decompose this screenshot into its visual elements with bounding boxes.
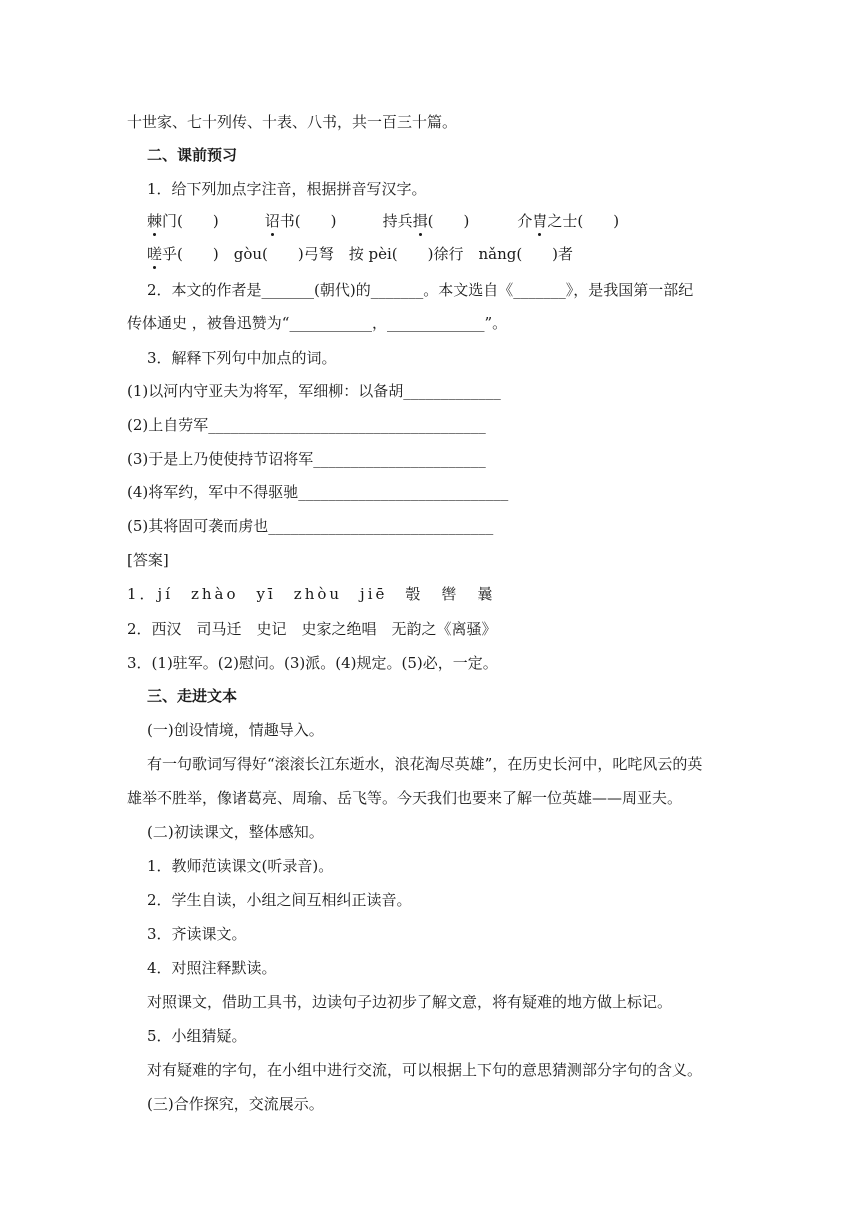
answer-2: 2．西汉 司马迁 史记 史家之绝唱 无韵之《离骚》: [127, 620, 497, 638]
step-1: 1．教师范读课文(听录音)。: [147, 857, 334, 875]
intro-line: 十世家、七十列传、十表、八书，共一百三十篇。: [127, 113, 458, 131]
q1-row2-text: 乎( ) gòu( )弓弩 按 pèi( )徐行 nǎng( )者: [162, 245, 574, 263]
q3-item-4: (4)将军约，军中不得驱驰____________________________: [127, 483, 509, 501]
sub-heading-1: (一)创设情境，情趣导入。: [147, 721, 324, 739]
step-5-note: 对有疑难的字句，在小组中进行交流，可以根据上下句的意思猜测部分字句的含义。: [147, 1061, 703, 1079]
q3-item-1: (1)以河内守亚夫为将军，军细柳：以备胡_____________: [127, 382, 501, 400]
step-3: 3．齐读课文。: [147, 925, 247, 943]
step-5: 5．小组猜疑。: [147, 1027, 247, 1045]
q1-stem: 1．给下列加点字注音，根据拼音写汉字。: [147, 180, 427, 198]
q1-item-zhaoshu: 诏书( ): [264, 212, 337, 230]
step-4-note: 对照课文，借助工具书，边读句子边初步了解文意，将有疑难的地方做上标记。: [147, 993, 673, 1011]
q1-item-jimen: 棘门( ): [147, 212, 219, 230]
dotted-char: 胄: [532, 212, 548, 230]
step-4: 4．对照注释默读。: [147, 959, 277, 977]
q1-row1: [147, 211, 619, 231]
para1-line1: 有一句歌词写得好“滚滚长江东逝水，浪花淘尽英雄”，在历史长河中，叱咤风云的英: [147, 755, 703, 773]
sub-heading-2: (二)初读课文，整体感知。: [147, 823, 324, 841]
answer-label: [答案]: [127, 551, 169, 569]
answer-3: 3．(1)驻军。(2)慰问。(3)派。(4)规定。(5)必，一定。: [127, 654, 498, 672]
q2-line1: 2．本文的作者是_______(朝代)的_______。本文选自《_______》，是我国第一部纪: [147, 281, 694, 299]
q3-item-5: (5)其将固可袭而虏也______________________________: [127, 517, 494, 535]
dotted-char: 揖: [412, 212, 428, 230]
q1-item-jiezhou: 介胄之士( ): [517, 212, 620, 230]
q3-stem: 3．解释下列句中加点的词。: [147, 349, 337, 367]
q3-item-3: (3)于是上乃使使持节诏将军_______________________: [127, 450, 486, 468]
step-2: 2．学生自读，小组之间互相纠正读音。: [147, 891, 412, 909]
q1-item-chibingyi: 持兵揖( ): [382, 212, 470, 230]
sub-heading-3: (三)合作探究，交流展示。: [147, 1095, 324, 1113]
answer-1: 1．jí zhào yī zhòu jiē 彀 辔 曩: [127, 585, 496, 603]
dotted-char: 棘: [147, 212, 163, 230]
dotted-char: 嗟: [147, 245, 163, 263]
dotted-char: 诏: [264, 212, 280, 230]
para1-line2: 雄举不胜举，像诸葛亮、周瑜、岳飞等。今天我们也要来了解一位英雄——周亚夫。: [127, 789, 683, 807]
section-2-heading: 二、课前预习: [147, 146, 238, 164]
section-3-heading: 三、走进文本: [147, 687, 238, 705]
q2-line2: 传体通史 ，被鲁迅赞为“___________，_____________”。: [127, 314, 508, 332]
q3-item-2: (2)上自劳军_____________________________________: [127, 416, 486, 434]
q1-row2: [147, 244, 573, 264]
